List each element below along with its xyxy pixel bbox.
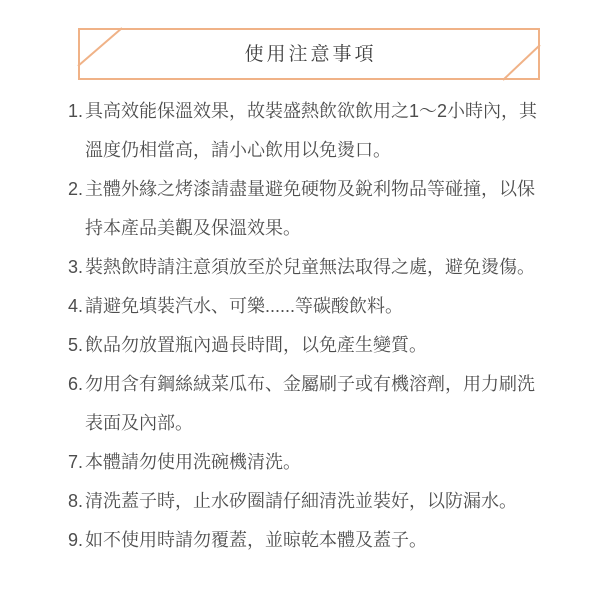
list-item-text: 主體外緣之烤漆請盡量避免硬物及銳利物品等碰撞，以保 <box>85 179 535 199</box>
list-item-number: 2. <box>68 179 84 199</box>
list-item-text: 本體請勿使用洗碗機清洗。 <box>85 452 301 472</box>
list-item-text: 清洗蓋子時，止水矽圈請仔細清洗並裝好，以防漏水。 <box>85 491 517 511</box>
list-item <box>68 326 544 365</box>
list-item-number: 6. <box>68 374 84 394</box>
list-item-number: 8. <box>68 491 84 511</box>
list-item <box>68 92 544 170</box>
usage-notes-list <box>68 92 544 560</box>
list-item-text: 溫度仍相當高，請小心飲用以免燙口。 <box>85 140 391 160</box>
list-item-text: 如不使用時請勿覆蓋，並晾乾本體及蓋子。 <box>85 530 427 550</box>
list-item-text: 表面及內部。 <box>85 413 193 433</box>
list-item <box>68 443 544 482</box>
list-item-text: 裝熱飲時請注意須放至於兒童無法取得之處，避免燙傷。 <box>85 257 535 277</box>
list-item <box>68 365 544 443</box>
list-item-text: 持本產品美觀及保溫效果。 <box>85 218 301 238</box>
list-item-number: 7. <box>68 452 84 472</box>
list-item-number: 4. <box>68 296 84 316</box>
list-item <box>68 170 544 248</box>
list-item-text: 具高效能保溫效果，故裝盛熱飲欲飲用之1～2小時內，其 <box>85 101 538 121</box>
list-item <box>68 287 544 326</box>
list-item-text: 請避免填裝汽水、可樂......等碳酸飲料。 <box>85 296 404 316</box>
list-item <box>68 521 544 560</box>
list-item-number: 3. <box>68 257 84 277</box>
list-item-number: 5. <box>68 335 84 355</box>
list-item <box>68 482 544 521</box>
list-item <box>68 248 544 287</box>
list-item-text: 飲品勿放置瓶內過長時間，以免產生變質。 <box>85 335 427 355</box>
list-item-number: 1. <box>68 101 84 121</box>
list-item-text: 勿用含有鋼絲絨菜瓜布、金屬刷子或有機溶劑，用力刷洗 <box>85 374 535 394</box>
page-title: 使用注意事項 <box>244 43 377 65</box>
usage-notes-header-box <box>78 28 540 80</box>
list-item-number: 9. <box>68 530 84 550</box>
